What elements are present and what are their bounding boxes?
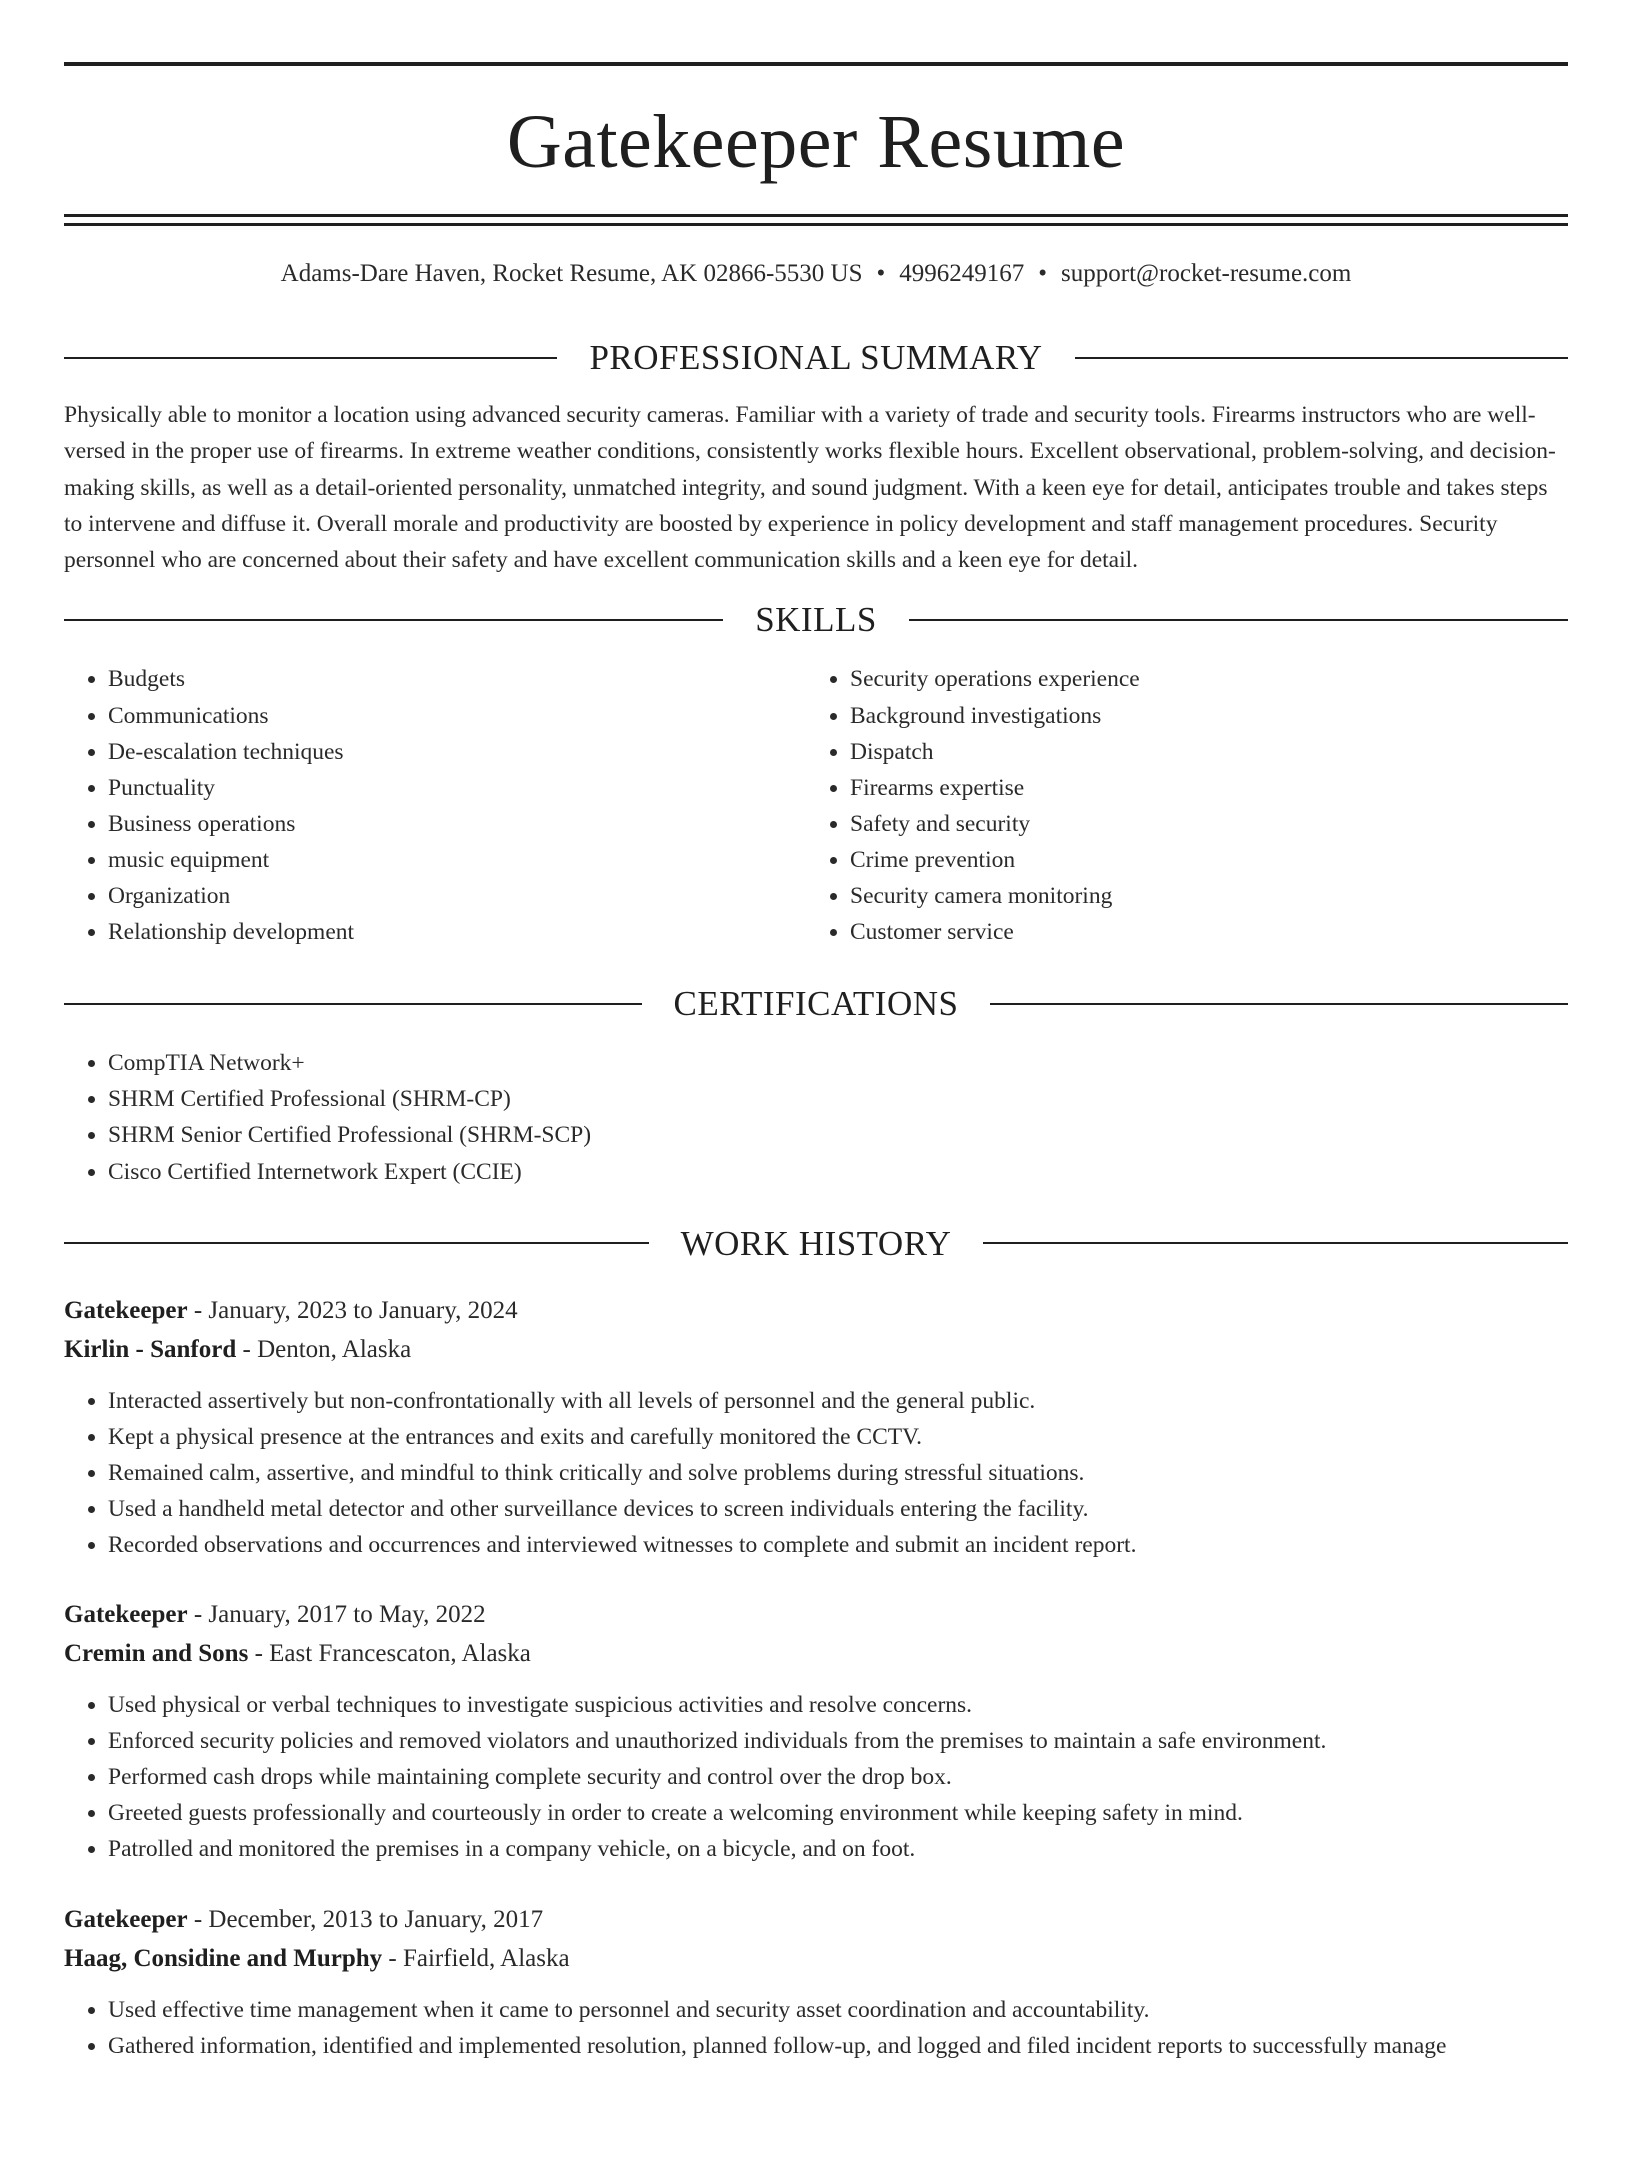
certification-item: • Cisco Certified Internetwork Expert (CCIE) (108, 1154, 1568, 1190)
skill-item: • Organization (108, 878, 806, 914)
resume-title: Gatekeeper Resume (506, 100, 1126, 184)
job-title-line (64, 1900, 1568, 1939)
skill-item: • Safety and security (850, 806, 1548, 842)
heading-rule-left (64, 357, 557, 359)
job-bullet: • Gathered information, identified and implemented resolution, planned follow-up, and logged and filed incident reports to successfully manage (108, 2028, 1568, 2064)
certifications-list (64, 1045, 1568, 1189)
section-title: CERTIFICATIONS (673, 984, 959, 1024)
skill-item: • Budgets (108, 661, 806, 697)
skill-item: • Security operations experience (850, 661, 1548, 697)
double-rule (64, 214, 1568, 226)
job-title-line (64, 1291, 1568, 1330)
contact-line (64, 261, 1568, 286)
heading-rule-right (990, 1003, 1568, 1005)
job-bullets (64, 1383, 1568, 1563)
job-bullet: • Performed cash drops while maintaining complete security and control over the drop box. (108, 1759, 1568, 1795)
job-company: Kirlin - Sanford (64, 1335, 237, 1363)
section-heading-work-history (64, 1223, 1568, 1263)
skill-item: • De-escalation techniques (108, 734, 806, 770)
resume-page (0, 62, 1632, 2174)
heading-rule-right (1075, 357, 1568, 359)
job-location: - Denton, Alaska (236, 1335, 412, 1363)
skill-item: • Background investigations (850, 698, 1548, 734)
heading-rule-right (909, 619, 1568, 621)
job-bullet: • Kept a physical presence at the entrances and exits and carefully monitored the CCTV. (108, 1419, 1568, 1455)
job-company-line (64, 1634, 1568, 1673)
section-title: SKILLS (755, 600, 877, 640)
job-bullets (64, 1992, 1568, 2064)
section-heading-certifications (64, 984, 1568, 1024)
skill-item: • Customer service (850, 914, 1548, 950)
job-company: Haag, Considine and Murphy (64, 1944, 383, 1972)
section-heading-skills (64, 600, 1568, 640)
summary-text: Physically able to monitor a location using advanced security cameras. Familiar with a variety of trade and security tools. Firearms instructors who are well-versed in the proper use of firearms. In extreme weather conditions, consistently works flexible hours. Excellent observational, problem-solving, and decision-making skills, as well as a detail-oriented personality, unmatched integrity, and sound judgment. With a keen eye for detail, anticipates trouble and takes steps to intervene and diffuse it. Overall morale and productivity are boosted by experience in policy development and staff management procedures. Security personnel who are concerned about their safety and have excellent communication skills and a keen eye for detail. (64, 402, 1556, 574)
skills-column-right (806, 661, 1548, 950)
job-bullet: • Used physical or verbal techniques to investigate suspicious activities and resolve concerns. (108, 1687, 1568, 1723)
skill-item: • music equipment (108, 842, 806, 878)
skill-item: • Crime prevention (850, 842, 1548, 878)
job-entry (64, 1291, 1568, 1563)
job-dates: - January, 2023 to January, 2024 (187, 1296, 518, 1324)
job-location: - Fairfield, Alaska (382, 1944, 570, 1972)
certification-item: • SHRM Senior Certified Professional (SHRM-SCP) (108, 1117, 1568, 1153)
job-bullet: • Used a handheld metal detector and other surveillance devices to screen individuals entering the facility. (108, 1491, 1568, 1527)
job-dates: - December, 2013 to January, 2017 (187, 1905, 544, 1933)
skill-item: • Communications (108, 698, 806, 734)
job-title-line (64, 1595, 1568, 1634)
contact-separator: • (1038, 260, 1048, 287)
heading-rule-right (983, 1242, 1568, 1244)
skill-item: • Dispatch (850, 734, 1548, 770)
skill-item: • Security camera monitoring (850, 878, 1548, 914)
job-bullet: • Interacted assertively but non-confrontationally with all levels of personnel and the general public. (108, 1383, 1568, 1419)
contact-separator: • (876, 260, 886, 287)
top-rule (64, 62, 1568, 66)
certification-item: • SHRM Certified Professional (SHRM-CP) (108, 1081, 1568, 1117)
contact-phone: 4996249167 (899, 260, 1025, 287)
skill-item: • Firearms expertise (850, 770, 1548, 806)
job-bullet: • Greeted guests professionally and courteously in order to create a welcoming environment while keeping safety in mind. (108, 1795, 1568, 1831)
section-title: WORK HISTORY (680, 1223, 952, 1263)
section-title: PROFESSIONAL SUMMARY (589, 338, 1043, 377)
job-title: Gatekeeper (64, 1905, 188, 1933)
job-bullet: • Used effective time management when it came to personnel and security asset coordination and accountability. (108, 1992, 1568, 2028)
job-bullets (64, 1687, 1568, 1867)
certification-item: • CompTIA Network+ (108, 1045, 1568, 1081)
job-entry (64, 1900, 1568, 2064)
contact-email: support@rocket-resume.com (1061, 260, 1352, 287)
job-title: Gatekeeper (64, 1601, 188, 1629)
job-entry (64, 1595, 1568, 1867)
job-bullet: • Remained calm, assertive, and mindful to think critically and solve problems during stressful situations. (108, 1455, 1568, 1491)
heading-rule-left (64, 1242, 649, 1244)
skill-item: • Business operations (108, 806, 806, 842)
job-title: Gatekeeper (64, 1296, 188, 1324)
contact-address: Adams-Dare Haven, Rocket Resume, AK 02866-5530 US (280, 260, 863, 287)
heading-rule-left (64, 619, 723, 621)
job-company-line (64, 1939, 1568, 1978)
skill-item: • Punctuality (108, 770, 806, 806)
job-company-line (64, 1330, 1568, 1369)
skills-column-left (64, 661, 806, 950)
job-company: Cremin and Sons (64, 1640, 249, 1668)
job-bullet: • Recorded observations and occurrences and interviewed witnesses to complete and submit an incident report. (108, 1527, 1568, 1563)
job-bullet: • Patrolled and monitored the premises in a company vehicle, on a bicycle, and on foot. (108, 1831, 1568, 1867)
heading-rule-left (64, 1003, 642, 1005)
job-dates: - January, 2017 to May, 2022 (187, 1601, 486, 1629)
job-bullet: • Enforced security policies and removed violators and unauthorized individuals from the premises to maintain a safe environment. (108, 1723, 1568, 1759)
job-location: - East Francescaton, Alaska (248, 1640, 531, 1668)
skills-grid (64, 661, 1568, 950)
skill-item: • Relationship development (108, 914, 806, 950)
section-heading-summary (64, 340, 1568, 375)
